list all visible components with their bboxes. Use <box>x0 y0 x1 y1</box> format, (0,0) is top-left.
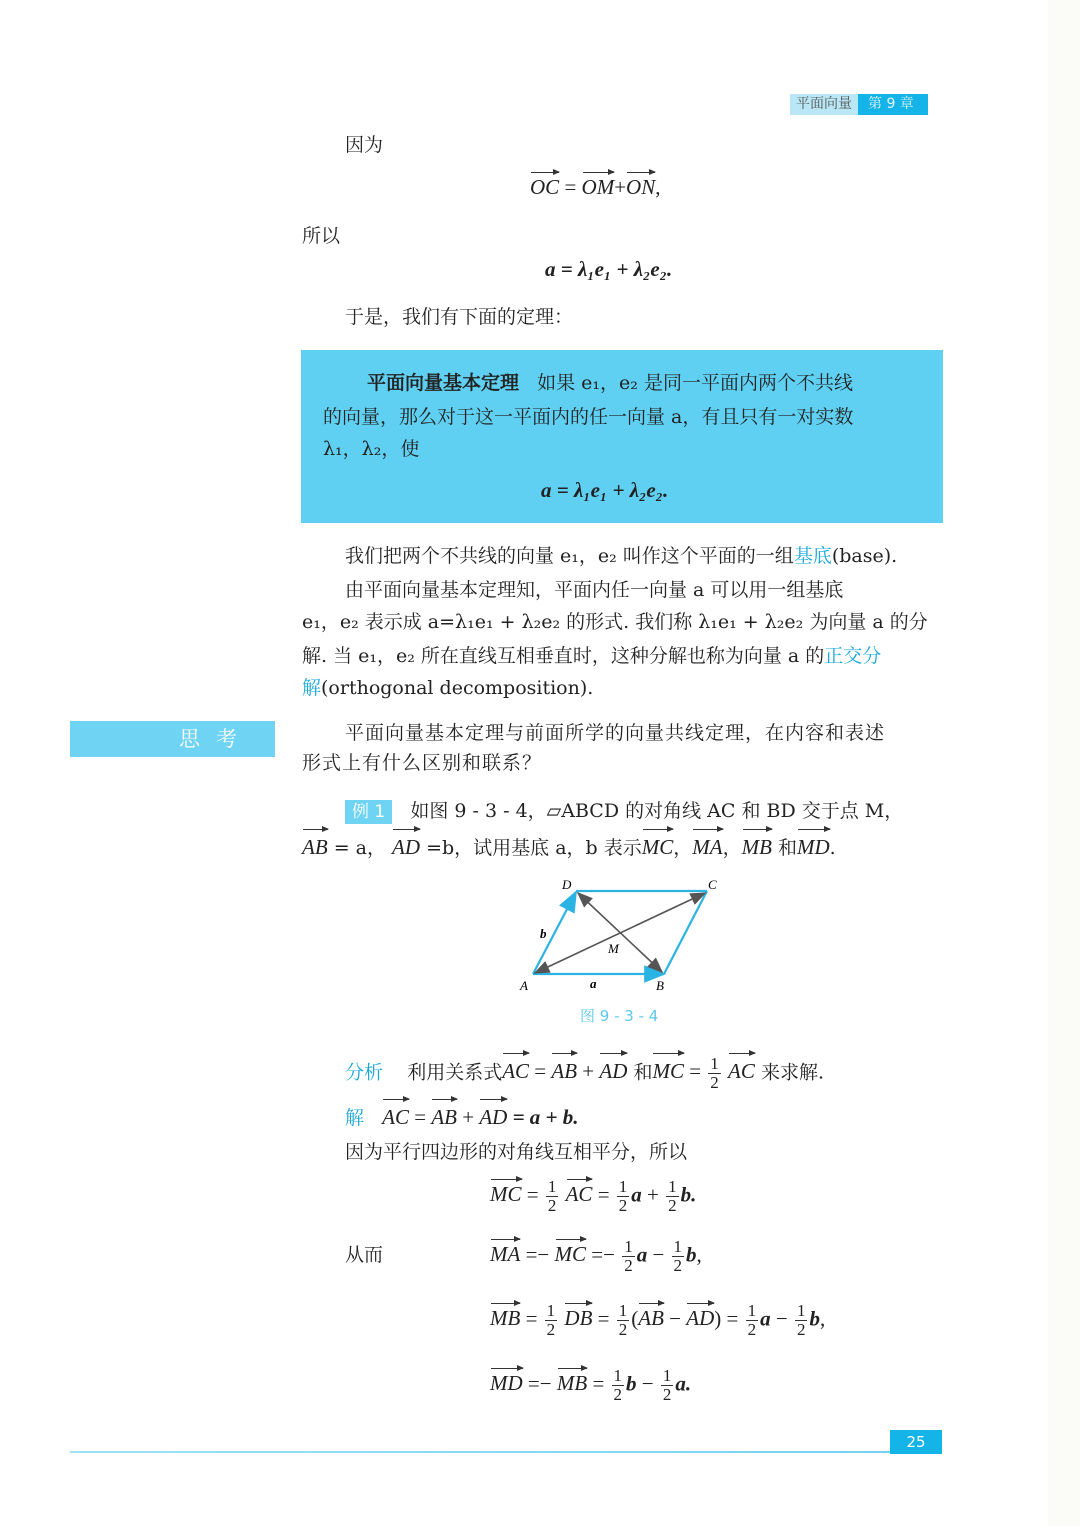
label-vector-a: a <box>590 976 597 991</box>
chapter-number: 第 9 章 <box>858 94 928 115</box>
definition-line-2: 由平面向量基本定理知，平面内任一向量 a 可以用一组基底 <box>345 579 844 601</box>
theorem-formula: a = λ₁e₁ + λ₂e₂. <box>541 478 669 502</box>
equation-mb: MB = $\frac{1}{2}$ DB = $\frac{1}{2}$ (AB − AD) = $\frac{1}{2}$ a − $\frac{1}{2}$ b, <box>490 1301 826 1339</box>
chapter-header <box>790 94 928 115</box>
section-title: 平面向量 <box>790 94 858 115</box>
solution-line-1: 解 AC = AB + AD = a + b. <box>345 1102 579 1133</box>
example-badge: 例 1 <box>345 800 392 824</box>
definition-base: 我们把两个不共线的向量 e₁，e₂ 叫作这个平面的一组基底(base). <box>345 545 898 567</box>
label-d: D <box>562 877 572 892</box>
solution-label: 解 <box>345 1107 365 1129</box>
equation-mc: MC = $\frac{1}{2}$ AC = $\frac{1}{2}$ a + $\frac{1}{2}$ b. <box>490 1177 697 1215</box>
think-label: 思考 <box>70 721 275 757</box>
theorem-line-2: 的向量，那么对于这一平面内的任一向量 a，有且只有一对实数 <box>323 406 854 428</box>
equation-ma: MA =− MC =− $\frac{1}{2}$ a − $\frac{1}{2}$ b, <box>490 1237 702 1275</box>
term-orthogonal: 正交分 <box>824 645 882 667</box>
equation-md: MD =− MB = $\frac{1}{2}$ b − $\frac{1}{2}$ a. <box>490 1366 692 1404</box>
page-number: 25 <box>890 1430 942 1454</box>
label-c: C <box>708 877 717 892</box>
hence-text: 从而 <box>345 1244 384 1266</box>
figure-caption: 图 9 - 3 - 4 <box>580 1007 659 1025</box>
definition-line-3: e₁，e₂ 表示成 a=λ₁e₁ + λ₂e₂ 的形式. 我们称 λ₁e₁ + λ₂e₂ 为向量 a 的分 <box>302 611 928 633</box>
parallelogram-figure <box>510 870 740 1000</box>
equation-decomposition: a = λ₁e₁ + λ₂e₂. <box>545 257 673 281</box>
definition-line-4: 解. 当 e₁，e₂ 所在直线互相垂直时，这种分解也称为向量 a 的正交分 <box>302 645 882 667</box>
label-a: A <box>520 978 528 993</box>
because-text: 因为 <box>345 134 384 156</box>
label-m: M <box>608 941 619 956</box>
diagonal-db <box>578 893 662 972</box>
term-base: 基底 <box>793 545 832 567</box>
think-question-line-2: 形式上有什么区别和联系？ <box>302 752 543 774</box>
label-b: B <box>656 978 664 993</box>
example-line-2: AB = a， AD =b，试用基底 a，b 表示MC，MA，MB 和MD. <box>302 832 836 863</box>
theorem-title: 平面向量基本定理 <box>367 372 520 394</box>
theorem-line-1: 平面向量基本定理 如果 e₁，e₂ 是同一平面内两个不共线 <box>367 372 853 394</box>
lead-in-text: 于是，我们有下面的定理： <box>345 306 574 328</box>
label-vector-b: b <box>540 926 547 941</box>
therefore-text: 所以 <box>302 225 341 247</box>
example-line-1: 例 1 如图 9 - 3 - 4，▱ABCD 的对角线 AC 和 BD 交于点 M， <box>345 796 903 826</box>
theorem-box <box>301 350 943 523</box>
theorem-line-3: λ₁，λ₂，使 <box>323 438 420 460</box>
equation-oc: OC = OM+ON, <box>530 175 661 199</box>
page-edge <box>1048 0 1080 1526</box>
definition-line-5: 解(orthogonal decomposition). <box>302 677 594 699</box>
side-cb <box>664 891 707 974</box>
analysis-label: 分析 <box>345 1061 384 1084</box>
solution-reason: 因为平行四边形的对角线互相平分，所以 <box>345 1141 688 1163</box>
footer-rule <box>70 1451 890 1453</box>
think-question-line-1: 平面向量基本定理与前面所学的向量共线定理，在内容和表述 <box>345 722 886 744</box>
analysis-line: 分析 利用关系式AC = AB + AD 和MC = $\frac{1}{2}$ AC 来求解. <box>345 1054 824 1092</box>
